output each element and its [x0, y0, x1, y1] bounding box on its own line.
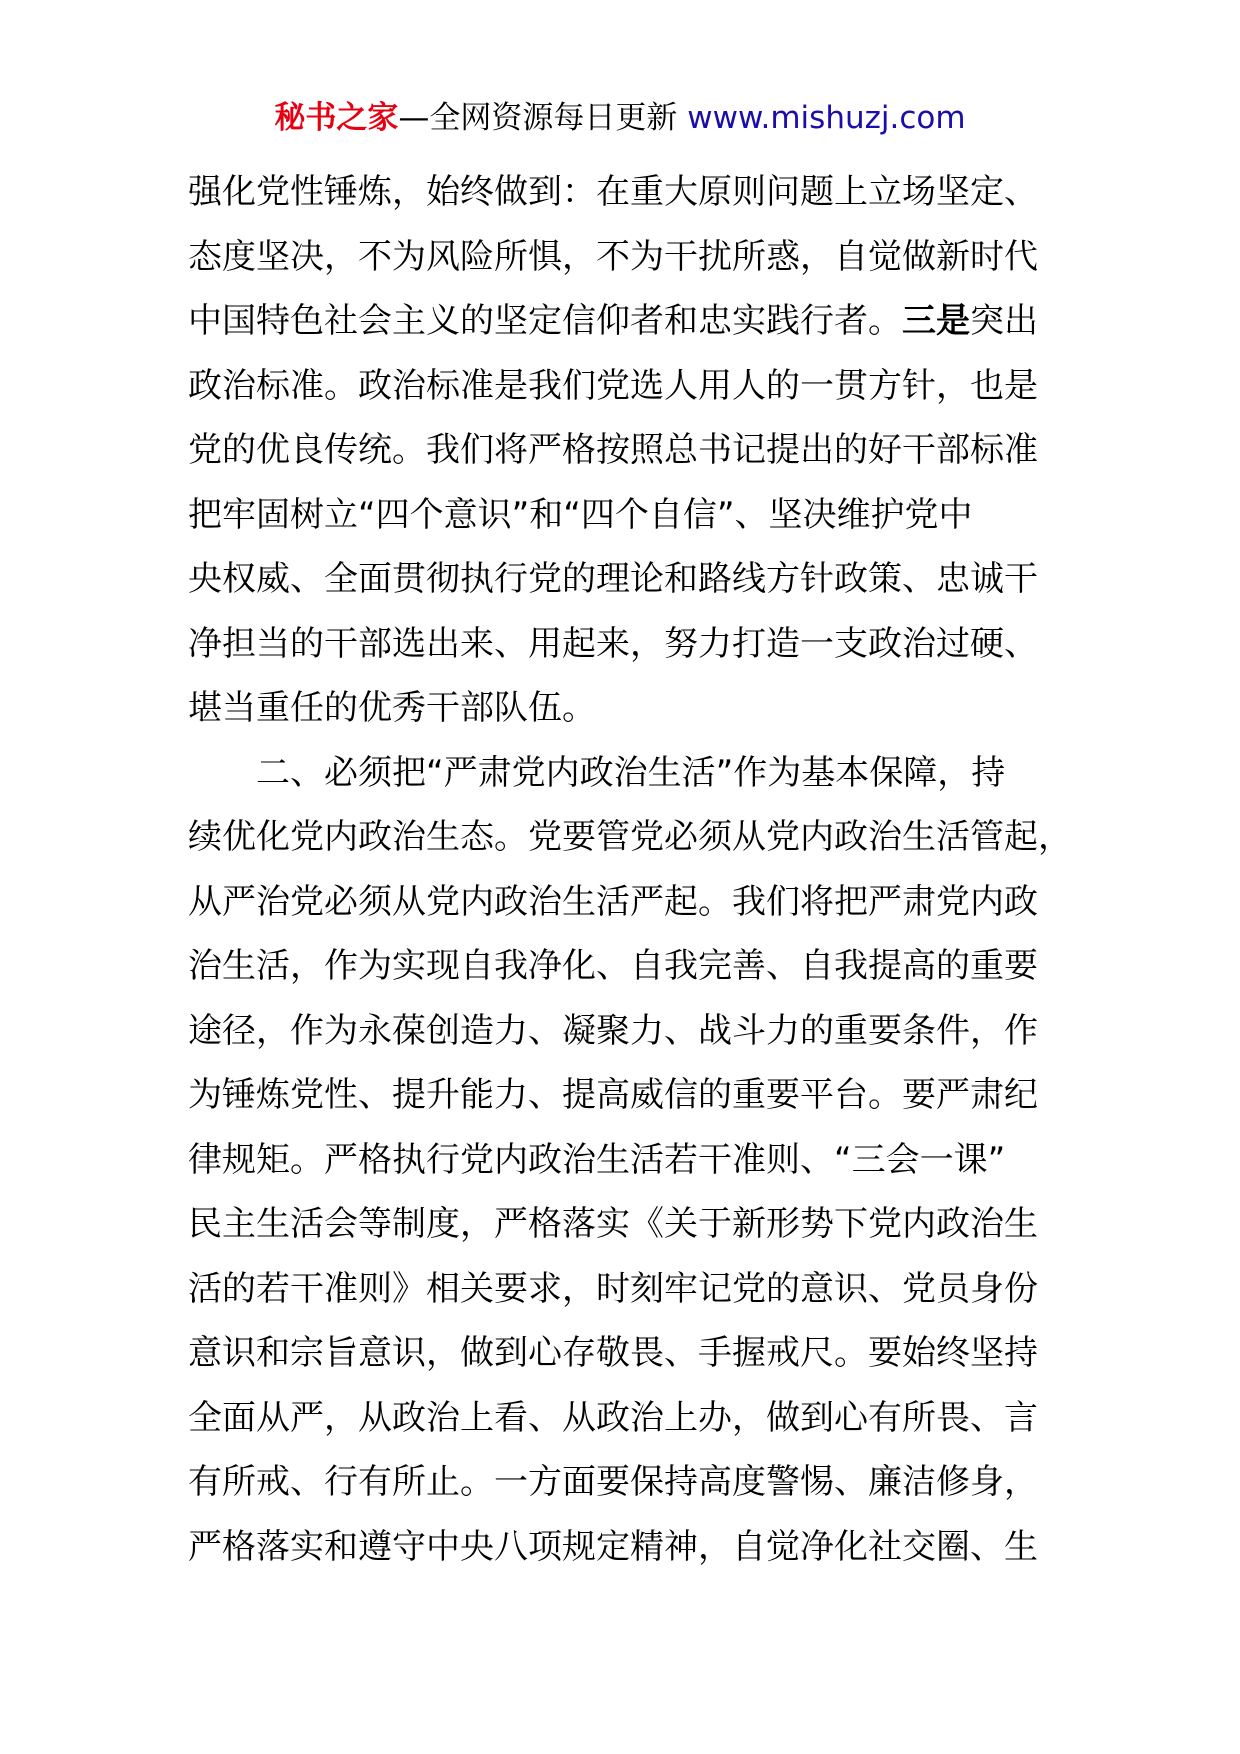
text-line: 意识和宗旨意识，做到心存敬畏、手握戒尺。要始终坚持: [188, 1333, 1038, 1373]
text-line: 强化党性锤炼，始终做到：在重大原则问题上立场坚定、: [188, 172, 1038, 212]
site-header: [0, 98, 1240, 138]
text-line: 堪当重任的优秀干部队伍。: [188, 688, 596, 728]
text-line: 政治标准。政治标准是我们党选人用人的一贯方针，也是: [188, 365, 1038, 406]
text-line: 党的优良传统。我们将严格按照总书记提出的好干部标准: [188, 430, 1038, 470]
text-line: 把牢固树立“四个意识”和“四个自信”、坚决维护党中: [188, 494, 973, 535]
text-line: 治生活，作为实现自我净化、自我完善、自我提高的重要: [188, 946, 1038, 986]
text-line: [188, 289, 1068, 354]
text-segment: 突出: [970, 301, 1038, 341]
bold-marker: 三是: [902, 301, 970, 341]
site-brand: 秘书之家: [274, 100, 399, 136]
text-line: 律规矩。严格执行党内政治生活若干准则、“三会一课”: [188, 1139, 1006, 1180]
site-slogan: —全网资源每日更新: [398, 100, 678, 136]
text-line: 民主生活会等制度，严格落实《关于新形势下党内政治生: [188, 1204, 1038, 1244]
site-url-link[interactable]: www.mishuzj.com: [687, 100, 966, 136]
section-heading-line: 二、必须把“严肃党内政治生活”作为基本保障，持: [256, 752, 1006, 793]
text-line: 净担当的干部选出来、用起来，努力打造一支政治过硬、: [188, 623, 1038, 664]
text-line: 态度坚决，不为风险所惧，不为干扰所惑，自觉做新时代: [188, 236, 1038, 277]
text-line: 有所戒、行有所止。一方面要保持高度警惕、廉洁修身，: [188, 1462, 1038, 1502]
text-line: 严格落实和遵守中央八项规定精神，自觉净化社交圈、生: [188, 1526, 1038, 1567]
text-line: 央权威、全面贯彻执行党的理论和路线方针政策、忠诚干: [188, 559, 1038, 599]
document-body: [188, 160, 1072, 1579]
text-line: 途径，作为永葆创造力、凝聚力、战斗力的重要条件，作: [188, 1010, 1038, 1051]
text-line: 活的若干准则》相关要求，时刻牢记党的意识、党员身份: [188, 1268, 1038, 1309]
text-line: 为锤炼党性、提升能力、提高威信的重要平台。要严肃纪: [188, 1075, 1038, 1115]
text-segment: 中国特色社会主义的坚定信仰者和忠实践行者。: [188, 301, 902, 341]
text-line: 续优化党内政治生态。党要管党必须从党内政治生活管起，: [188, 817, 1072, 857]
text-line: 全面从严，从政治上看、从政治上办，做到心有所畏、言: [188, 1397, 1038, 1438]
text-line: 从严治党必须从党内政治生活严起。我们将把严肃党内政: [188, 881, 1038, 922]
